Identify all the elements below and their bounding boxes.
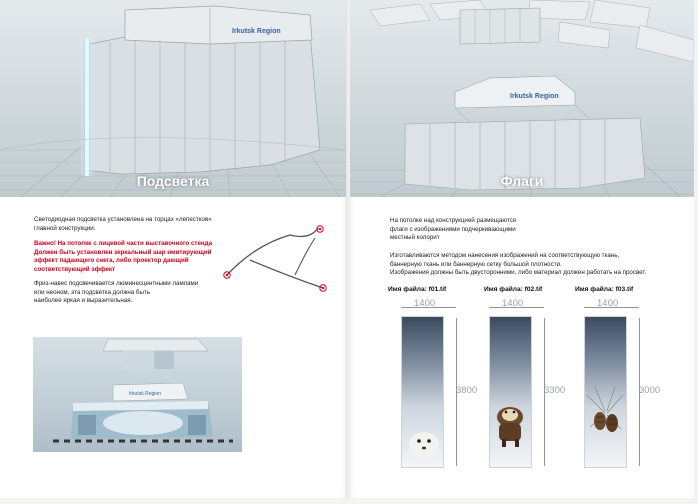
irkutsk-signage: Irkutsk Region xyxy=(232,28,281,35)
svg-text:Irkutsk Region: Irkutsk Region xyxy=(129,391,161,397)
flag-1-filename: Имя файла: f01.tif xyxy=(388,286,447,293)
flag-1-image xyxy=(401,316,444,468)
flag-1-width-label: 1400 xyxy=(414,298,436,309)
flag-2-filename: Имя файла: f02.tif xyxy=(484,286,543,293)
flag-3-width-label: 1400 xyxy=(597,298,619,309)
irkutsk-signage-right: Irkutsk Region xyxy=(510,93,559,100)
frieze-lighting-note: Фриз-навес подсвечивается люминесцентными лампами или неоном, эта подсветка должна быть наиболее яркая и выразительная. xyxy=(34,280,199,305)
flags-intro: На потолке над конструкцией размещаются флаги с изображениями подчеркивающими местный колорит xyxy=(390,217,517,242)
pine-cone-icon xyxy=(585,317,626,467)
flag-3-filename: Имя файла: f03.tif xyxy=(575,286,634,293)
flag-2-width-label: 1400 xyxy=(502,298,524,309)
flags-production-note: Изготавливаются методом нанесения изображений на соответствующую ткань, баннерную ткань или баннерную сетку большой плотности. Изображения должны быть двусторонними, либо материал должен работать на просвет. xyxy=(390,252,647,277)
flags-render-drawing xyxy=(350,0,694,197)
flags-render xyxy=(350,0,694,197)
stand-render-thumbnail xyxy=(33,337,242,452)
flag-2-image xyxy=(489,316,532,468)
flag-3-image xyxy=(584,316,627,468)
flag-3-height-label: 3000 xyxy=(639,385,661,396)
backlight-intro: Светодиодная подсветка установлена на торцах «лепестков» главной конструкции. xyxy=(34,216,212,232)
backlight-render-drawing xyxy=(0,0,346,197)
light-path-diagram xyxy=(215,220,330,295)
flag-2-height-label: 3300 xyxy=(544,385,566,396)
backlight-render xyxy=(0,0,346,197)
left-page xyxy=(0,0,348,498)
important-note: Важно! На потолке с лицевой части выставочного стенда Должен быть установлен зеркальный шар имитирующий эффект падающего снега, либо проектор дающий соответствующий эффект xyxy=(34,240,213,273)
flags-caption: Флаги xyxy=(500,173,544,189)
backlight-caption: Подсветка xyxy=(136,173,210,189)
sable-icon xyxy=(490,317,531,467)
seal-pup-icon xyxy=(402,317,443,467)
flag-1-height-label: 3800 xyxy=(456,385,478,396)
